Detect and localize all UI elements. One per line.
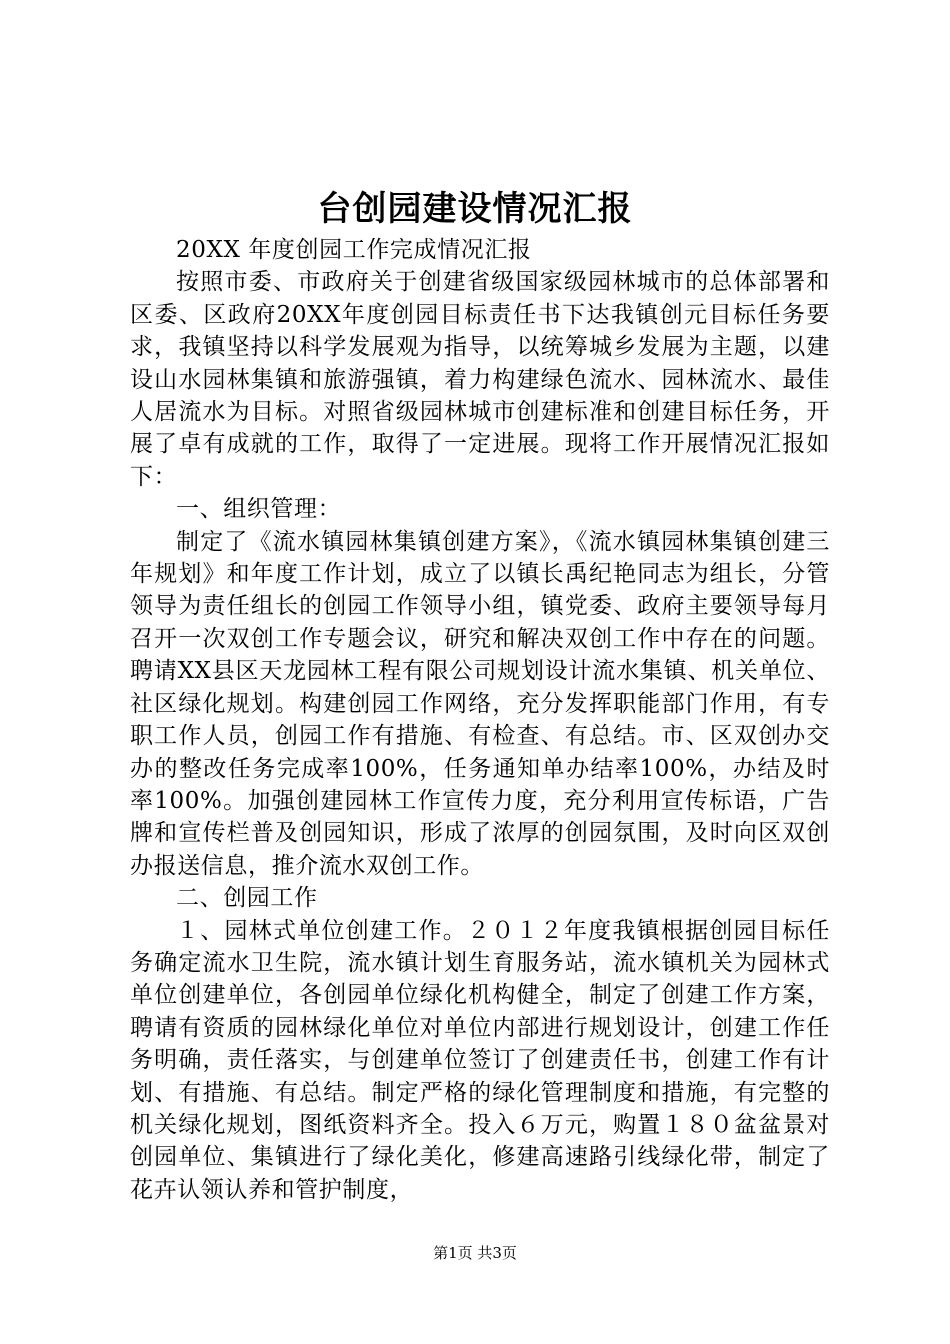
- document-title: 台创园建设情况汇报: [317, 189, 633, 229]
- section-heading-garden-work: 二、创园工作: [176, 885, 318, 912]
- page-footer: 第1页 共3页: [433, 1244, 517, 1262]
- section-heading-organization: 一、组织管理：: [176, 496, 342, 523]
- subtitle-paragraph: 20XX 年度创园工作完成情况汇报: [176, 237, 532, 263]
- intro-paragraph: 按照市委、市政府关于创建省级国家级园林城市的总体部署和区委、区政府20XX年度创园目标责任书下达我镇创元目标任务要求，我镇坚持以科学发展观为指导，以统筹城乡发展为主题，以建设山水园林集镇和旅游强镇，着力构建绿色流水、园林流水、最佳人居流水为目标。对照省级园林城市创建标准和创建目标任务，开展了卓有成就的工作，取得了一定进展。现将工作开展情况汇报如下：: [130, 269, 830, 490]
- organization-paragraph: 制定了《流水镇园林集镇创建方案》，《流水镇园林集镇创建三年规划》和年度工作计划，成立了以镇长禹纪艳同志为组长，分管领导为责任组长的创园工作领导小组，镇党委、政府主要领导每月召开一次双创工作专题会议，研究和解决双创工作中存在的问题。聘请XX县区天龙园林工程有限公司规划设计流水集镇、机关单位、社区绿化规划。构建创园工作网络，充分发挥职能部门作用，有专职工作人员，创园工作有措施、有检查、有总结。市、区双创办交办的整改任务完成率100%，任务通知单办结率100%，办结及时率100%。加强创建园林工作宣传力度，充分利用宣传标语，广告牌和宣传栏普及创园知识，形成了浓厚的创园氛围，及时向区双创办报送信息，推介流水双创工作。: [130, 528, 830, 879]
- document-body: [130, 234, 830, 1206]
- garden-work-paragraph: １、园林式单位创建工作。２０１２年度我镇根据创园目标任务确定流水卫生院，流水镇计划生育服务站，流水镇机关为园林式单位创建单位，各创园单位绿化机构健全，制定了创建工作方案，聘请有资质的园林绿化单位对单位内部进行规划设计，创建工作任务明确，责任落实，与创建单位签订了创建责任书，创建工作有计划、有措施、有总结。制定严格的绿化管理制度和措施，有完整的机关绿化规划，图纸资料齐全。投入６万元，购置１８０盆盆景对创园单位、集镇进行了绿化美化，修建高速路引线绿化带，制定了花卉认领认养和管护制度，: [130, 917, 830, 1203]
